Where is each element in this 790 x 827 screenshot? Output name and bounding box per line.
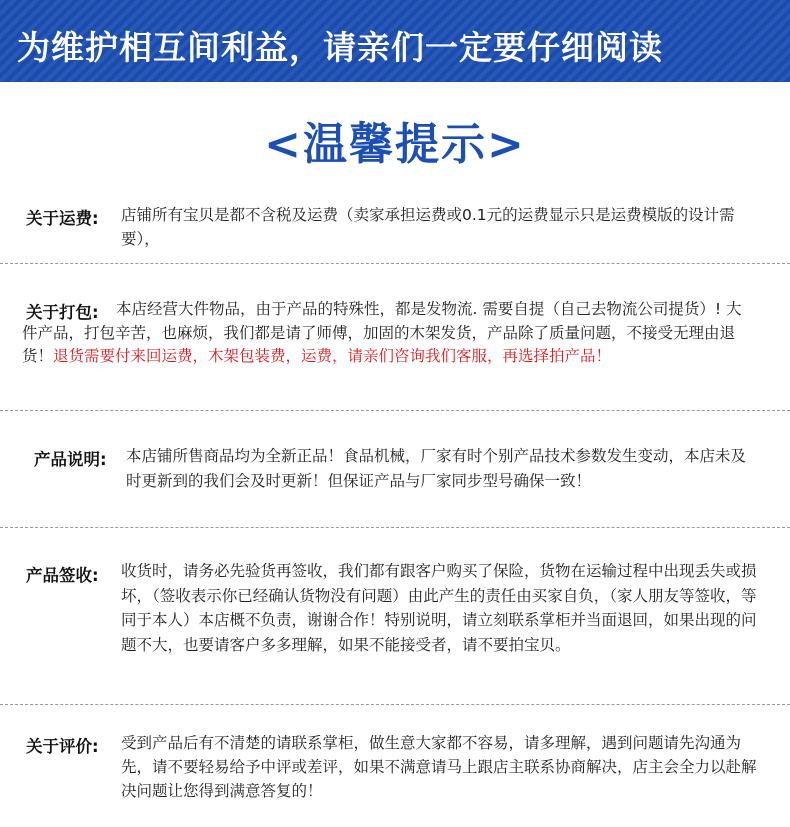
- section-text-shipping-main: 店铺所有宝贝是都不含税及运费（卖家承担运费或0.1元的运费显示只是运费模版的设计需要），: [121, 206, 735, 248]
- header-banner: [0, 0, 790, 82]
- section-divider: [0, 527, 790, 528]
- section-label-receipt: 产品签收:: [26, 566, 99, 585]
- section-text-packing-warning: 退货需要付来回运费，木架包装费，运费，请亲们咨询我们客服，再选择拍产品！: [53, 347, 612, 365]
- section-text-product-info: [126, 444, 746, 494]
- section-divider: [0, 410, 790, 411]
- section-label-shipping: 关于运费:: [26, 209, 99, 228]
- section-label-packing: 关于打包:: [26, 303, 99, 322]
- banner-title: 为维护相互间利益，请亲们一定要仔细阅读: [17, 28, 663, 67]
- section-text-review-main: 受到产品后有不清楚的请联系掌柜，做生意大家都不容易，请多理解，遇到问题请先沟通为先，请不要轻易给予中评或差评，如果不满意请马上跟店主联系协商解决，店主会全力以赴解决问题让您得到满意答复的！: [121, 734, 757, 800]
- section-divider: [0, 263, 790, 264]
- section-divider: [0, 704, 790, 705]
- section-text-shipping: [121, 204, 751, 251]
- section-text-review: [121, 731, 761, 803]
- section-label-review: 关于评价:: [26, 737, 99, 756]
- section-text-receipt-main: 收货时，请务必先验货再签收，我们都有跟客户购买了保险，货物在运输过程中出现丢失或损坏，（签收表示你已经确认货物没有问题）由此产生的责任由买家自负，（家人朋友等签收，等同于本人）本店概不负责，谢谢合作！特别说明，请立刻联系掌柜并当面退回，如果出现的问题不大，也要请客户多多理解，如果不能接受者，请不要拍宝贝。: [121, 562, 757, 654]
- section-text-receipt: [121, 559, 761, 657]
- section-text-packing-main: 本店经营大件物品，由于产品的特殊性，都是发物流. 需要自提（自己去物流公司提货）! 大件产品，打包辛苦，也麻烦，我们都是请了师傅，加固的木架发货，产品除了质量问题，不接受无理由退货！: [22, 300, 742, 365]
- page-heading: <温馨提示>: [264, 119, 526, 170]
- section-text-packing: [22, 298, 752, 369]
- section-label-product-info: 产品说明:: [34, 450, 107, 469]
- section-text-product-info-main: 本店铺所售商品均为全新正品！食品机械，厂家有时个别产品技术参数发生变动，本店未及时更新到的我们会及时更新！但保证产品与厂家同步型号确保一致！: [126, 447, 747, 490]
